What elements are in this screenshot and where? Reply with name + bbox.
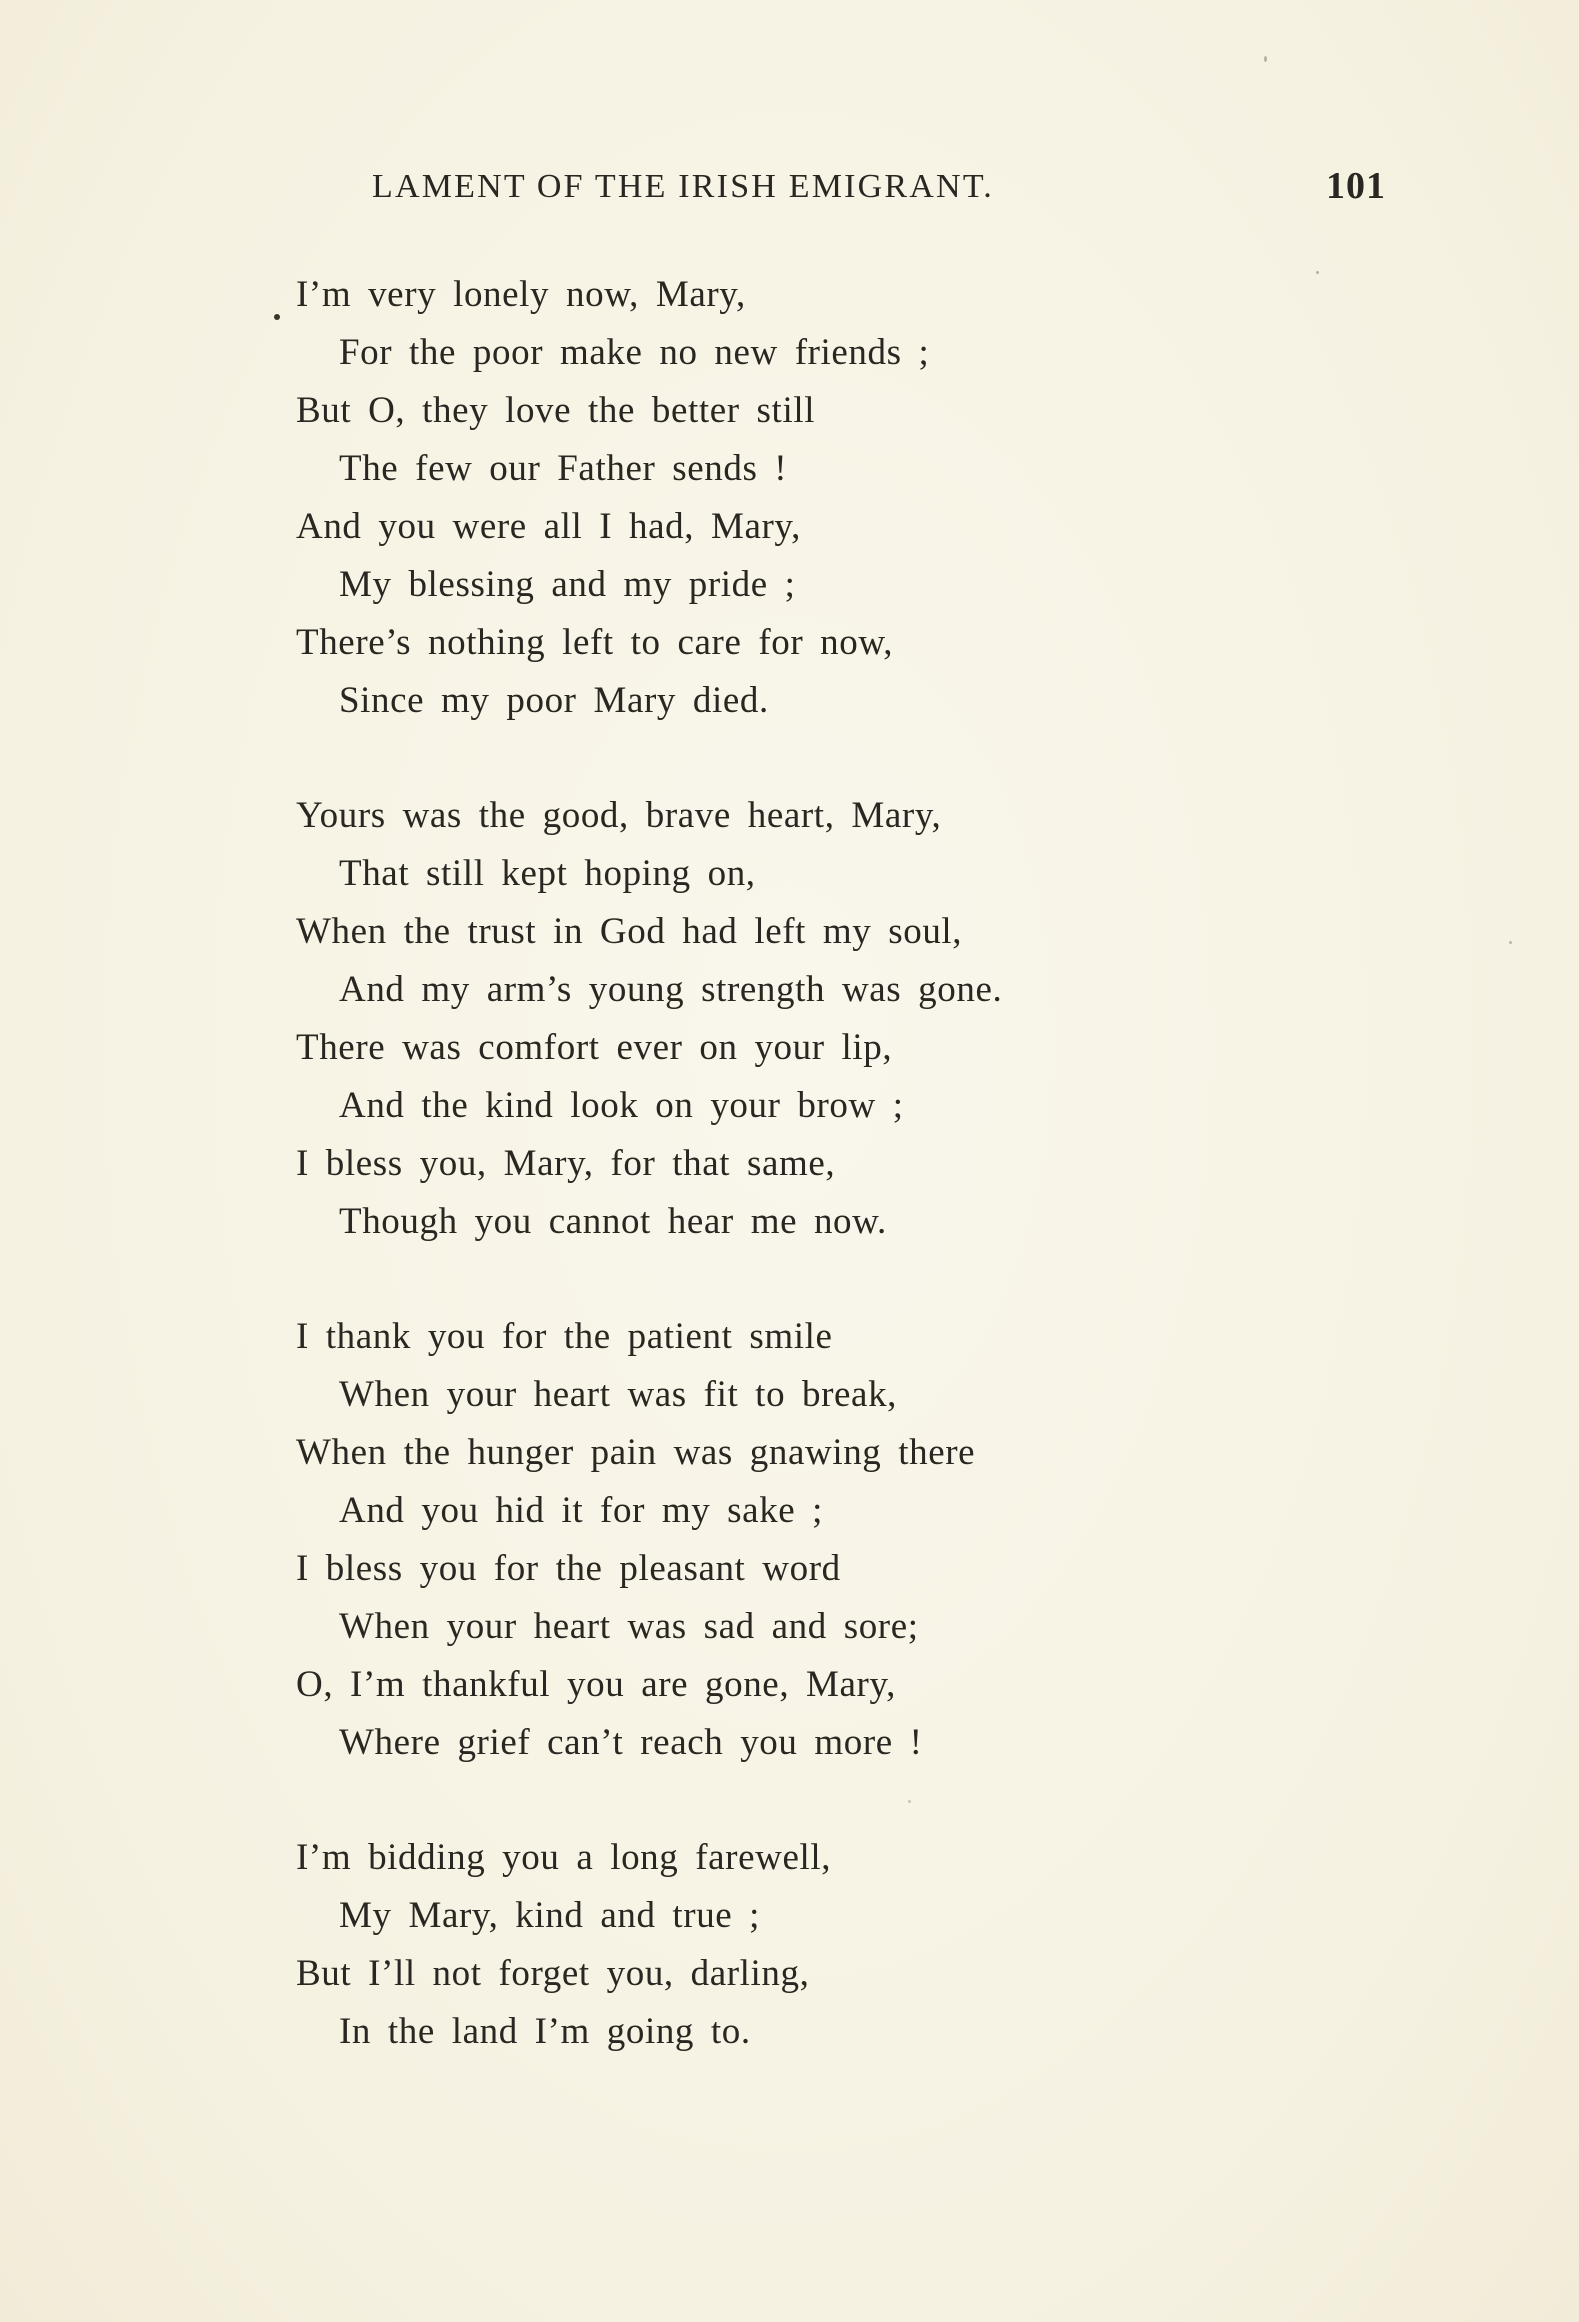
running-head (0, 165, 1579, 218)
page-number: 101 (1326, 165, 1386, 207)
poem-line: When your heart was sad and sore; (339, 1606, 919, 1647)
poem-line: Though you cannot hear me now. (339, 1201, 887, 1242)
poem-line: When the trust in God had left my soul, (296, 911, 963, 952)
poem-line: For the poor make no new friends ; (339, 332, 930, 373)
poem-line: I’m very lonely now, Mary, (296, 274, 746, 315)
poem-line: But O, they love the better still (296, 390, 816, 431)
poem-line: And my arm’s young strength was gone. (339, 969, 1003, 1010)
poem-line: When the hunger pain was gnawing there (296, 1432, 976, 1473)
ink-speck (274, 314, 280, 320)
stanza-4 (296, 1829, 1496, 2061)
ink-speck (1264, 56, 1267, 62)
ink-speck (908, 1800, 911, 1803)
poem-line: When your heart was fit to break, (339, 1374, 898, 1415)
poem-line: O, I’m thankful you are gone, Mary, (296, 1664, 897, 1705)
poem-line: And you hid it for my sake ; (339, 1490, 824, 1531)
running-title: LAMENT OF THE IRISH EMIGRANT. (372, 168, 994, 205)
stanza-2 (296, 787, 1496, 1251)
poem-line: I’m bidding you a long farewell, (296, 1837, 832, 1878)
poem-line: That still kept hoping on, (339, 853, 756, 894)
poem-line: Where grief can’t reach you more ! (339, 1722, 923, 1763)
ink-speck (1509, 941, 1512, 944)
ink-speck (1316, 271, 1319, 274)
poem-line: I bless you for the pleasant word (296, 1548, 841, 1589)
poem-line: And you were all I had, Mary, (296, 506, 801, 547)
poem-line: Yours was the good, brave heart, Mary, (296, 795, 942, 836)
stanza-3 (296, 1308, 1496, 1772)
poem-line: There’s nothing left to care for now, (296, 622, 894, 663)
poem-line: I bless you, Mary, for that same, (296, 1143, 836, 1184)
poem-line: I thank you for the patient smile (296, 1316, 833, 1357)
poem (296, 266, 1496, 2118)
poem-line: Since my poor Mary died. (339, 680, 769, 721)
poem-line: My Mary, kind and true ; (339, 1895, 761, 1936)
poem-line: But I’ll not forget you, darling, (296, 1953, 810, 1994)
poem-line: The few our Father sends ! (339, 448, 788, 489)
poem-line: There was comfort ever on your lip, (296, 1027, 893, 1068)
stanza-1 (296, 266, 1496, 730)
poem-line: And the kind look on your brow ; (339, 1085, 904, 1126)
poem-line: My blessing and my pride ; (339, 564, 796, 605)
poem-line: In the land I’m going to. (339, 2011, 751, 2052)
